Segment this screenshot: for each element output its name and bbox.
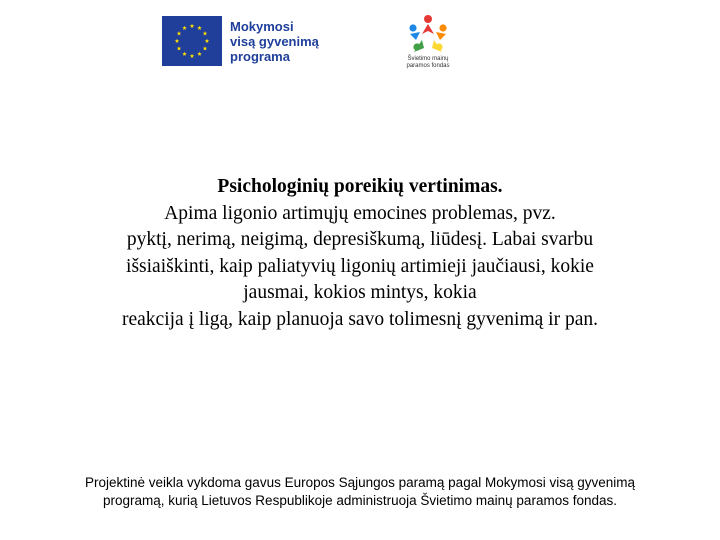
people-circle-icon xyxy=(404,12,452,56)
body-line: jausmai, kokios mintys, kokia xyxy=(243,282,477,303)
smpf-logo-line: paramos fondas xyxy=(406,63,450,69)
footer-line: Projektinė veikla vykdoma gavus Europos Sąjungos paramą pagal Mokymosi visą gyvenimą xyxy=(84,475,636,490)
smpf-logo xyxy=(396,12,460,74)
smpf-logo-line: Švietimo mainų xyxy=(407,56,449,62)
eu-logo-line: visą gyvenimą xyxy=(230,33,319,49)
eu-lifelong-learning-logo xyxy=(162,14,332,68)
eu-logo-text xyxy=(230,19,319,64)
eu-flag-icon xyxy=(162,16,222,66)
body-line: pyktį, nerimą, neigimą, depresiškumą, liūdesį. Labai svarbu xyxy=(126,229,594,250)
body-line: reakcija į ligą, kaip planuoja savo tolimesnį gyvenimą ir pan. xyxy=(122,308,598,330)
smpf-logo-text xyxy=(396,56,460,70)
footer-line: programą, kurią Lietuvos Respublikoje administruoja Švietimo mainų paramos fondas. xyxy=(102,493,617,508)
eu-logo-line: Mokymosi xyxy=(230,18,294,34)
slide-heading: Psichologinių poreikių vertinimas. xyxy=(217,176,503,197)
eu-logo-line: programa xyxy=(230,48,290,64)
body-line: išsiaiškinti, kaip paliatyvių ligonių artimieji jaučiausi, kokie xyxy=(126,255,594,277)
body-line: Apima ligonio artimųjų emocines problemas, pvz. xyxy=(164,202,556,224)
funding-disclaimer xyxy=(30,474,690,510)
slide-body xyxy=(40,174,680,333)
